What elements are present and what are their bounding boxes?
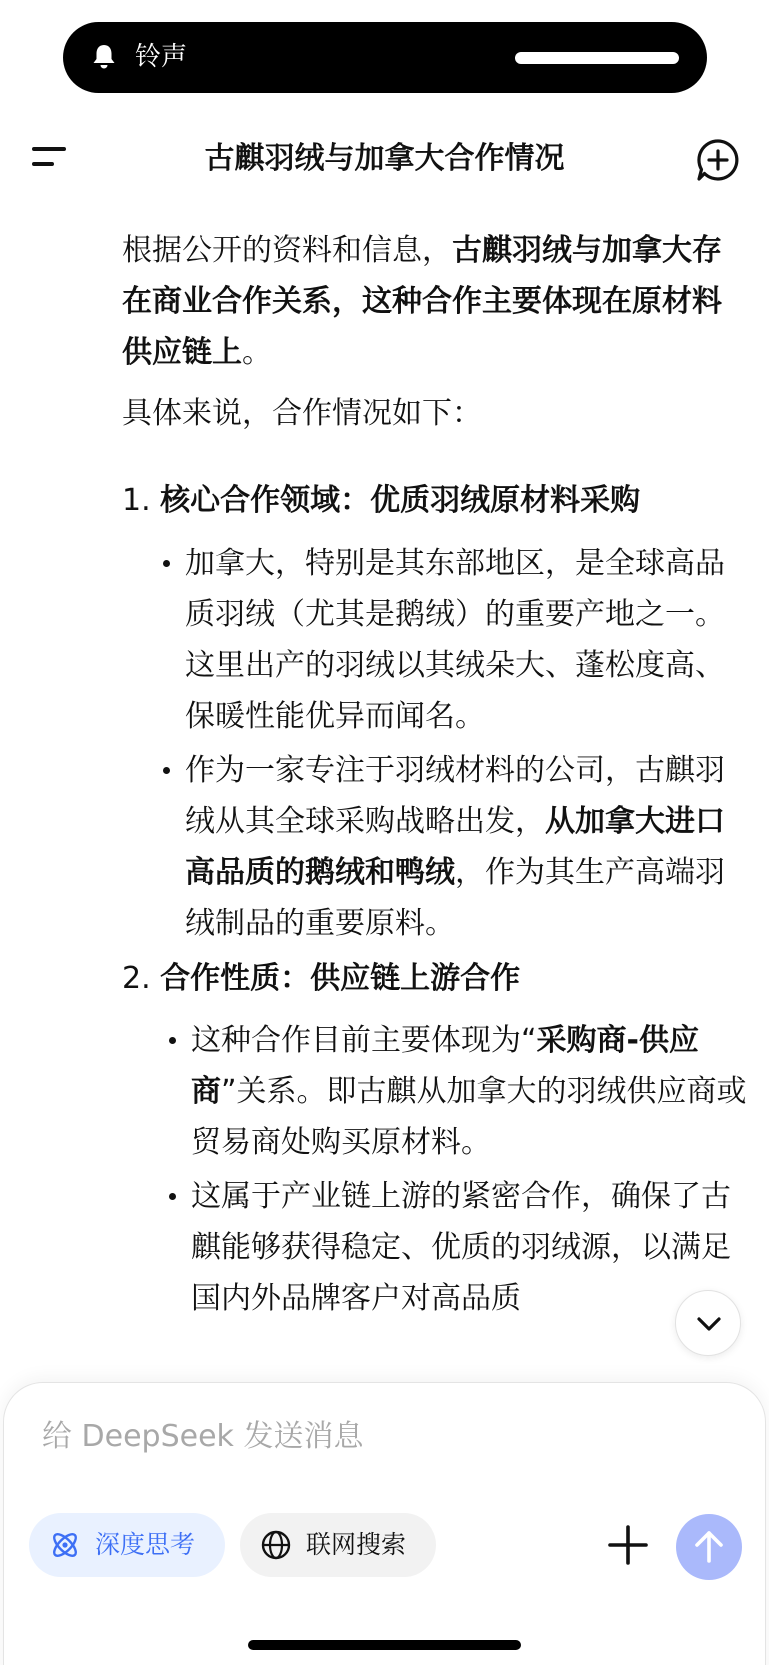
bullet-text: 作为一家专注于羽绒材料的公司，古麒羽绒从其全球采购战略出发， — [185, 753, 725, 839]
bullet-dot — [169, 1037, 176, 1044]
section-1-number: 1. — [122, 483, 151, 518]
bullet-dot — [163, 560, 170, 567]
globe-icon — [260, 1529, 292, 1561]
volume-bar[interactable] — [515, 52, 679, 64]
bullet-bold-text: 从加拿大进口高品质的鹅绒和鸭绒 — [185, 804, 725, 890]
intro-text: 根据公开的资料和信息， — [122, 233, 452, 268]
send-button[interactable] — [676, 1514, 742, 1580]
bullet-text: 这属于产业链上游的紧密合作，确保了古麒能够获得稳定、优质的羽绒源，以满足国内外品牌客户对高品质 — [191, 1179, 731, 1316]
intro-bold-text: 古麒羽绒与加拿大存在商业合作关系，这种合作主要体现在原材料供应链上 — [122, 233, 722, 370]
home-indicator[interactable] — [248, 1640, 521, 1650]
ringtone-notification — [63, 22, 707, 93]
section-1-bullet-1 — [185, 538, 745, 742]
notification-label: 铃声 — [135, 42, 188, 72]
bullet-end-text: ”关系。即古麒从加拿大的羽绒供应商或贸易商处购买原材料。 — [191, 1074, 747, 1160]
chat-title: 古麒羽绒与加拿大合作情况 — [204, 141, 565, 176]
section-2-heading — [122, 953, 742, 1004]
web-search-label: 联网搜索 — [306, 1530, 407, 1559]
section-2-number: 2. — [122, 961, 151, 996]
intro-paragraph — [122, 225, 722, 378]
new-chat-icon[interactable] — [694, 136, 742, 184]
section-2-bullet-1 — [191, 1015, 751, 1168]
chevron-down-icon — [694, 1310, 724, 1338]
chat-header — [0, 118, 769, 202]
arrow-up-icon — [693, 1529, 725, 1565]
section-2-title: 合作性质：供应链上游合作 — [160, 961, 521, 996]
bullet-end-text: ，作为其生产高端羽绒制品的重要原料。 — [185, 855, 725, 941]
intro-end-text: 。 — [242, 335, 272, 370]
assistant-message — [0, 205, 769, 1385]
deep-think-toggle[interactable] — [29, 1513, 225, 1577]
bullet-dot — [169, 1193, 176, 1200]
message-input[interactable] — [42, 1411, 702, 1461]
bullet-text: 这种合作目前主要体现为“ — [191, 1023, 537, 1058]
deep-think-label: 深度思考 — [95, 1530, 196, 1559]
bullet-bold-text: 采购商-供应商 — [191, 1023, 699, 1109]
section-1-bullet-2 — [185, 745, 745, 949]
web-search-toggle[interactable] — [240, 1513, 436, 1577]
bell-icon — [89, 42, 119, 72]
bullet-text: 加拿大，特别是其东部地区，是全球高品质羽绒（尤其是鹅绒）的重要产地之一。这里出产的羽绒以其绒朵大、蓬松度高、保暖性能优异而闻名。 — [185, 546, 725, 734]
menu-icon[interactable] — [28, 138, 72, 178]
section-1-title: 核心合作领域：优质羽绒原材料采购 — [160, 483, 641, 518]
plus-icon[interactable] — [606, 1523, 650, 1567]
lead-paragraph: 具体来说，合作情况如下： — [122, 396, 482, 431]
bullet-dot — [163, 767, 170, 774]
composer-panel — [3, 1382, 766, 1665]
atom-icon — [49, 1529, 81, 1561]
section-2-bullet-2 — [191, 1171, 751, 1324]
section-1-heading — [122, 475, 742, 526]
scroll-to-bottom-button[interactable] — [675, 1290, 741, 1356]
